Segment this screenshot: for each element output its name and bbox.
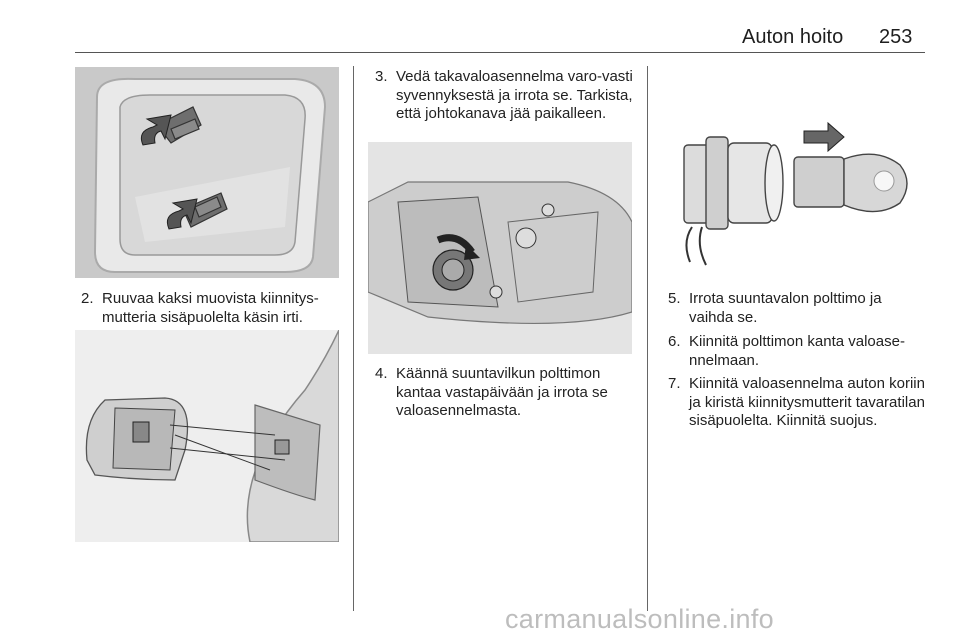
step-number: 5. — [668, 290, 681, 307]
step-text: Kiinnitä polttimon kanta valoase-nnelmaan. — [689, 333, 905, 369]
step-number: 7. — [668, 375, 681, 392]
figure-lamp-removal — [75, 330, 339, 542]
step-text: Kiinnitä valoasennelma auton koriin ja kiristä kiinnitysmutterit tavaratilan sisäpuolelta. Kiinnitä suojus. — [689, 375, 925, 429]
step-number: 2. — [81, 290, 94, 307]
step-7 — [668, 375, 928, 431]
step-text: Irrota suuntavalon polttimo ja vaihda se. — [689, 290, 882, 326]
step-number: 3. — [375, 68, 388, 85]
step-3 — [375, 68, 633, 124]
figure-bulb-replacement — [662, 67, 926, 277]
section-title: Auton hoito — [742, 26, 844, 48]
step-4 — [375, 365, 633, 421]
column-divider-left — [353, 66, 354, 611]
step-number: 6. — [668, 333, 681, 350]
header-rule — [75, 52, 925, 53]
figure-bulb-holder — [368, 142, 632, 354]
step-2 — [81, 290, 343, 327]
watermark: carmanualsonline.info — [505, 604, 774, 634]
column-divider-right — [647, 66, 648, 611]
step-text: Vedä takavaloasennelma varo-vasti syvennyksestä ja irrota se. Tarkista, että johtokanava jää paikalleen. — [396, 68, 633, 122]
step-5 — [668, 290, 928, 327]
page-number: 253 — [879, 26, 913, 48]
figure-mounting-nuts — [75, 67, 339, 278]
step-number: 4. — [375, 365, 388, 382]
step-text: Käännä suuntavilkun polttimon kantaa vastapäivään ja irrota se valoasennelmasta. — [396, 365, 608, 419]
step-text: Ruuvaa kaksi muovista kiinnitys-mutteria sisäpuolelta käsin irti. — [102, 290, 319, 326]
step-6 — [668, 333, 928, 370]
